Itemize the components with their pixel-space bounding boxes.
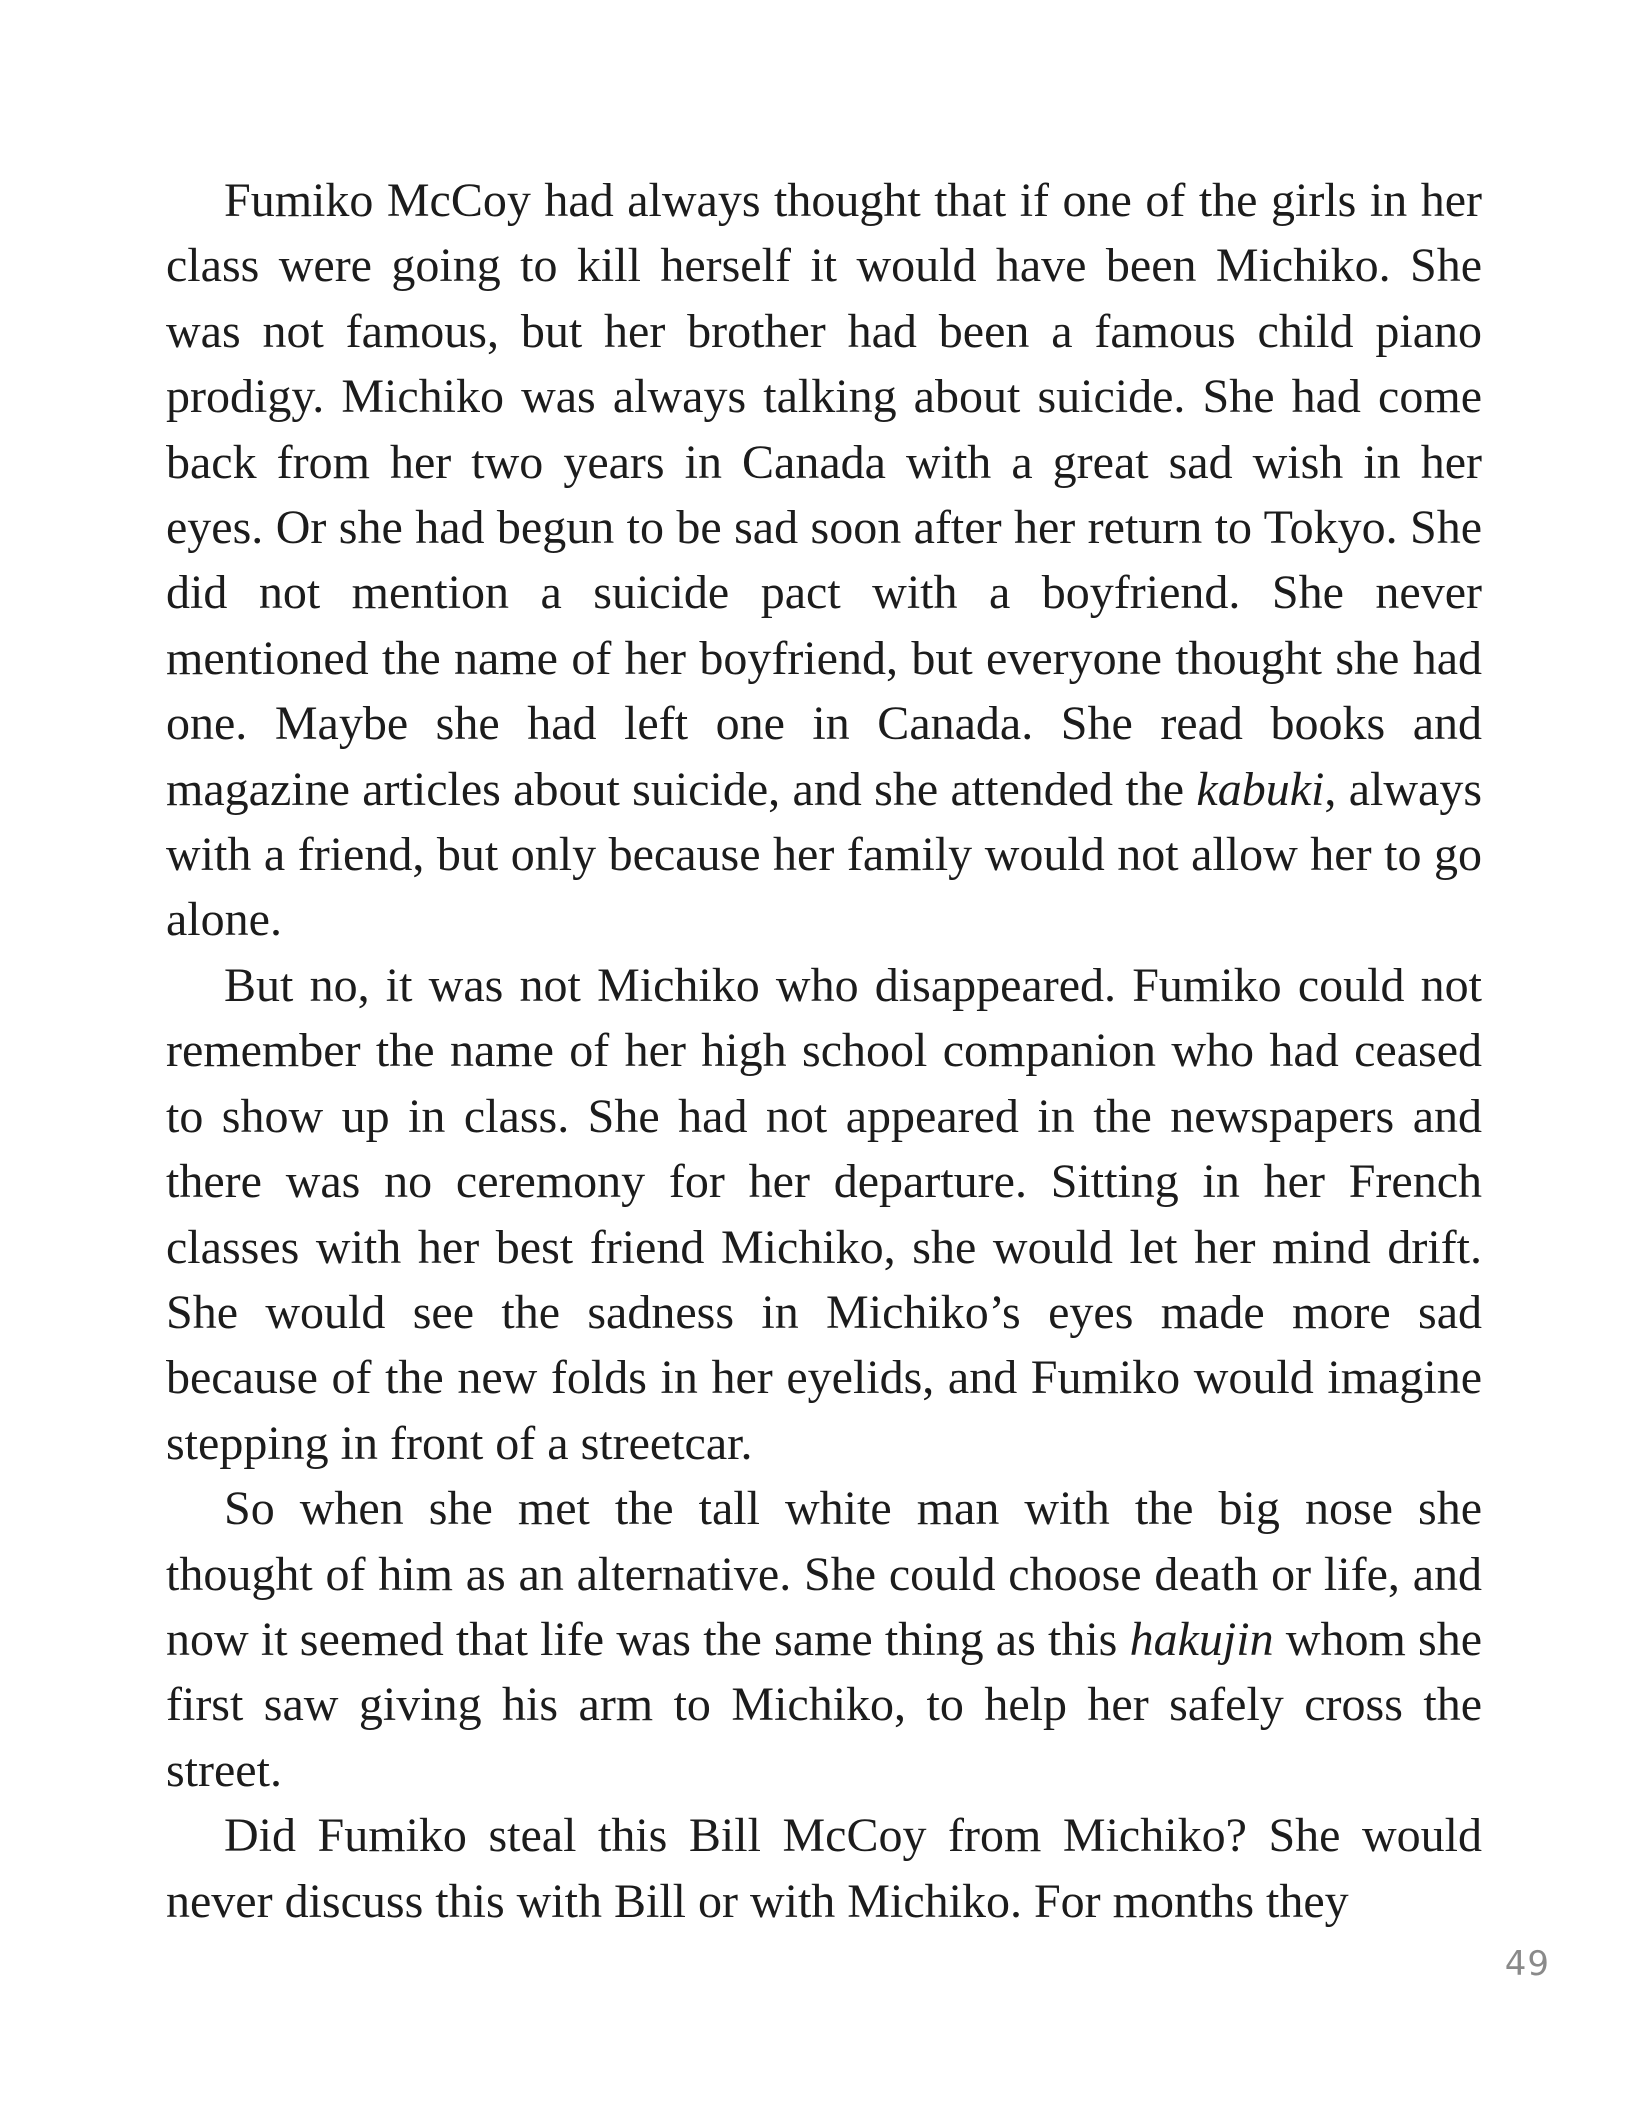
paragraph-4: Did Fumiko steal this Bill McCoy from Michiko? She would never discuss this with Bill or with Michiko. For months they — [166, 1809, 1482, 1928]
paragraph-1 — [166, 168, 1482, 953]
paragraph-1-text-a: Fumiko McCoy had always thought that if one of the girls in her class were going to kill herself it would have been Michiko. She was not famous, but her brother had been a famous child piano prodigy. Michiko was always talking about suicide. She had come back from her two years in Canada with a great sad wish in her eyes. Or she had begun to be sad soon after her return to Tokyo. She did not mention a suicide pact with a boyfriend. She never mentioned the name of her boyfriend, but everyone thought she had one. Maybe she had left one in Canada. She read books and magazine articles about suicide, and she attended the — [166, 174, 1482, 816]
page-number: 49 — [1504, 1944, 1550, 1984]
paragraph-3-text-a: So when she met the tall white man with the big nose she thought of him as an alternative. She could choose death or life, and now it seemed that life was the same thing as this — [166, 1482, 1482, 1666]
page-body — [166, 168, 1482, 1934]
paragraph-3 — [166, 1476, 1482, 1803]
paragraph-1-text-b: , always with a friend, but only because her family would not allow her to go alone. — [166, 762, 1482, 947]
paragraph-1-italic-kabuki: kabuki — [1196, 762, 1325, 816]
paragraph-2: But no, it was not Michiko who disappeared. Fumiko could not remember the name of her high school companion who had ceased to show up in class. She had not appeared in the newspapers and there was no ceremony for her departure. Sitting in her French classes with her best friend Michiko, she would let her mind drift. She would see the sadness in Michiko’s eyes made more sad because of the new folds in her eyelids, and Fumiko would imagine stepping in front of a streetcar. — [166, 958, 1482, 1470]
paragraph-3-text-b: whom she first saw giving his arm to Michiko, to help her safely cross the street. — [166, 1612, 1483, 1797]
paragraph-3-italic-hakujin: hakujin — [1129, 1612, 1274, 1666]
